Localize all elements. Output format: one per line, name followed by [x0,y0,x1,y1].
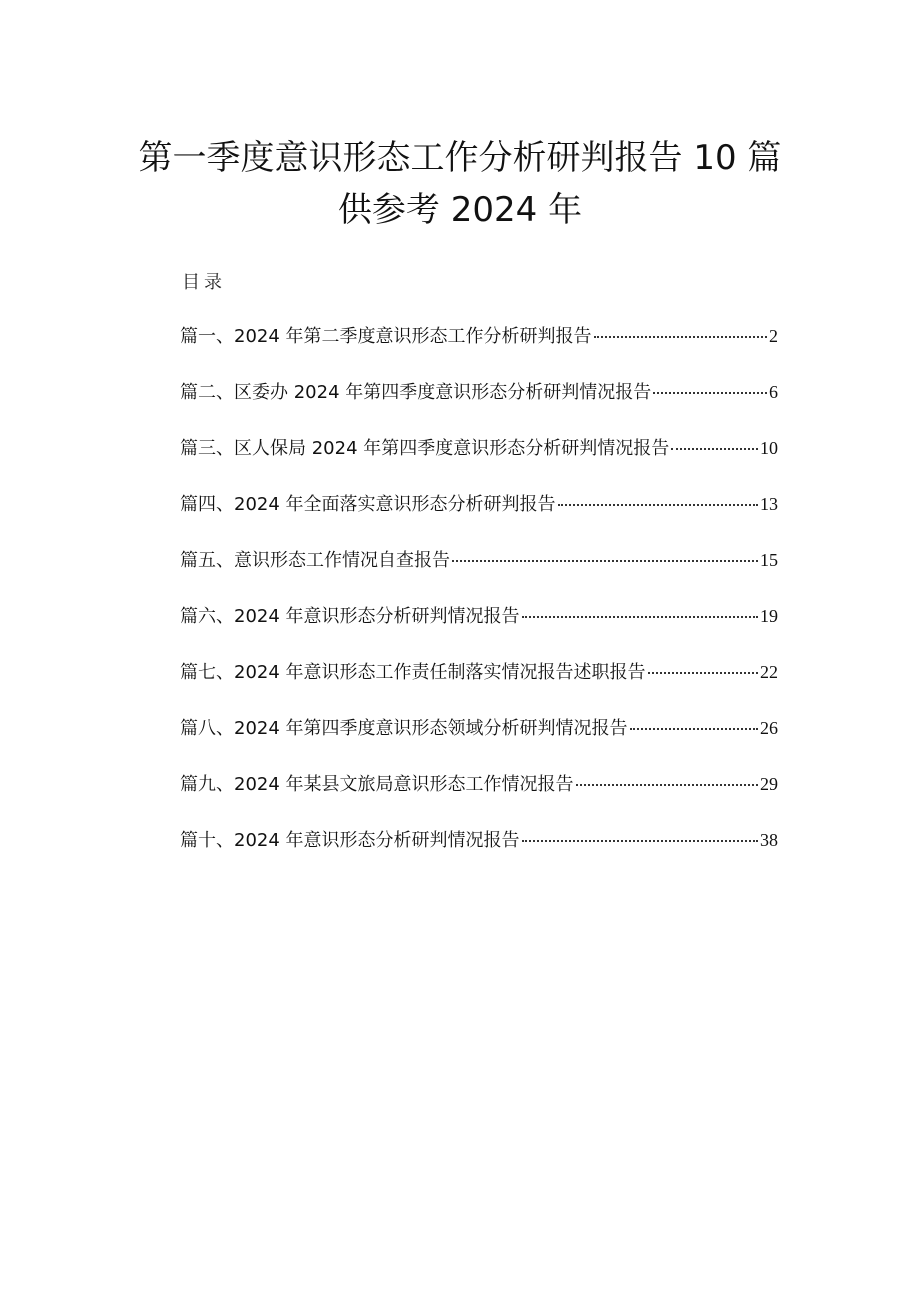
toc-entry-title: 2024 年第四季度意识形态领域分析研判情况报告 [234,718,628,739]
toc-entry-title: 2024 年意识形态分析研判情况报告 [234,606,520,627]
toc-entry-6[interactable] [180,601,778,657]
table-of-contents [180,321,778,881]
toc-entry-page: 2 [769,326,778,346]
toc-entry-prefix: 篇七、 [180,662,234,683]
toc-entry-title: 意识形态工作情况自查报告 [234,550,450,571]
toc-entry-prefix: 篇九、 [180,774,234,795]
toc-entry-prefix: 篇八、 [180,718,234,739]
dot-leader [630,728,758,730]
title-line-2: 供参考 2024 年 [337,190,583,230]
dot-leader [576,784,758,786]
title-line-1: 第一季度意识形态工作分析研判报告 10 篇 [138,138,782,178]
dot-leader [671,448,758,450]
toc-entry-3[interactable] [180,433,778,489]
dot-leader [452,560,758,562]
toc-entry-5[interactable] [180,545,778,601]
toc-entry-page: 13 [760,494,778,514]
toc-entry-4[interactable] [180,489,778,545]
toc-entry-prefix: 篇五、 [180,550,234,571]
toc-entry-2[interactable] [180,377,778,433]
toc-entry-7[interactable] [180,657,778,713]
dot-leader [594,336,767,338]
toc-entry-title: 2024 年意识形态工作责任制落实情况报告述职报告 [234,662,646,683]
toc-entry-8[interactable] [180,713,778,769]
toc-entry-prefix: 篇三、 [180,438,234,459]
toc-entry-prefix: 篇一、 [180,326,234,347]
toc-entry-title: 区人保局 2024 年第四季度意识形态分析研判情况报告 [234,438,670,459]
toc-entry-title: 2024 年第二季度意识形态工作分析研判报告 [234,326,592,347]
toc-entry-1[interactable] [180,321,778,377]
toc-entry-9[interactable] [180,769,778,825]
toc-entry-prefix: 篇四、 [180,494,234,515]
toc-entry-page: 22 [760,662,778,682]
toc-entry-title: 2024 年全面落实意识形态分析研判报告 [234,494,556,515]
dot-leader [648,672,758,674]
toc-entry-prefix: 篇十、 [180,830,234,851]
toc-heading: 目录 [182,272,226,293]
dot-leader [558,504,758,506]
toc-entry-page: 38 [760,830,778,850]
dot-leader [653,392,767,394]
toc-entry-page: 6 [769,382,778,402]
toc-entry-page: 19 [760,606,778,626]
toc-entry-page: 15 [760,550,778,570]
dot-leader [522,840,758,842]
toc-entry-prefix: 篇二、 [180,382,234,403]
document-title [90,132,830,236]
toc-entry-page: 29 [760,774,778,794]
toc-entry-10[interactable] [180,825,778,881]
toc-entry-title: 2024 年意识形态分析研判情况报告 [234,830,520,851]
toc-entry-page: 10 [760,438,778,458]
toc-entry-prefix: 篇六、 [180,606,234,627]
toc-entry-title: 2024 年某县文旅局意识形态工作情况报告 [234,774,574,795]
toc-entry-page: 26 [760,718,778,738]
dot-leader [522,616,758,618]
toc-entry-title: 区委办 2024 年第四季度意识形态分析研判情况报告 [234,382,652,403]
